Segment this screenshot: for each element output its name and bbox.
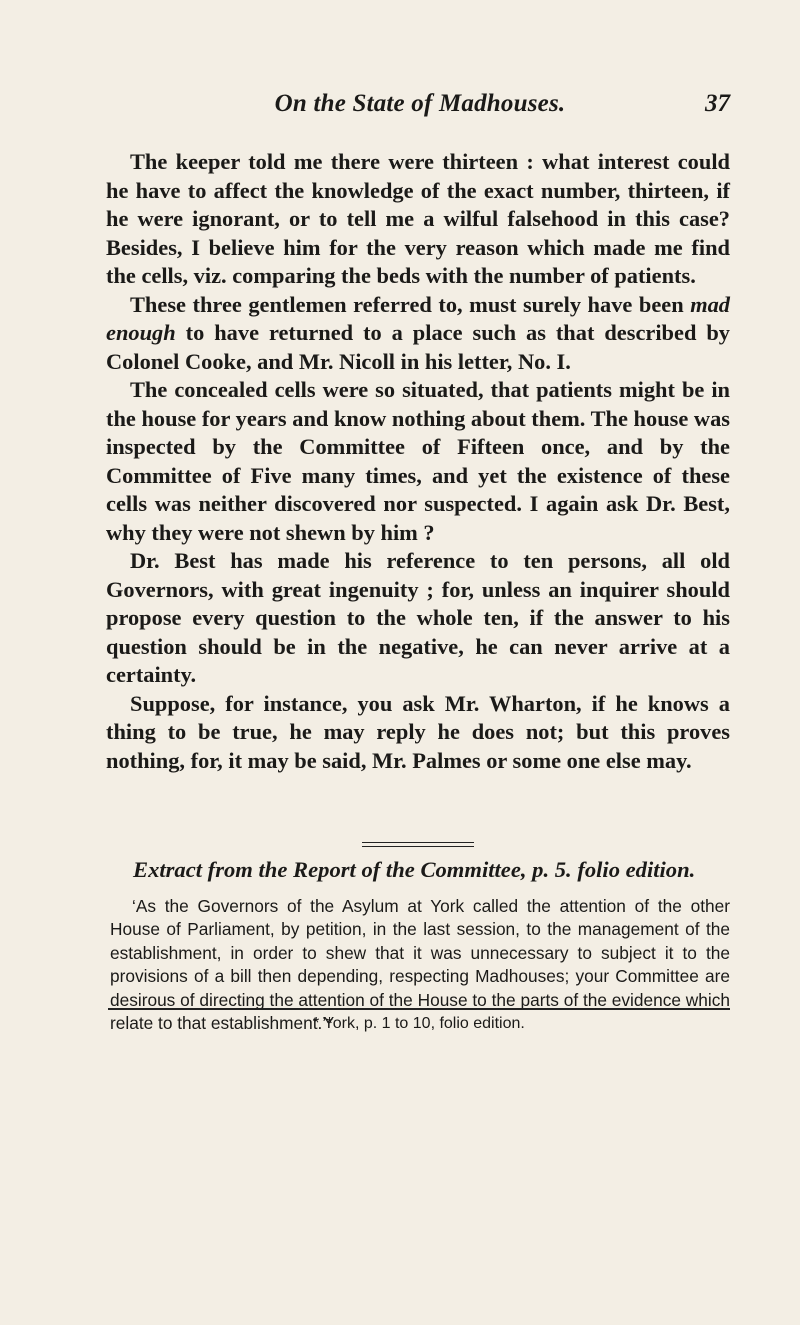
paragraph-keeper: The keeper told me there were thirteen : what interest could he have to affect the knowledge of the exact number, thirteen, if he were ignorant, or to tell me a wilful falsehood in this case? Besides, I believe him for the very reason which made me find the cells, viz. comparing the beds with the number of patients.: [106, 149, 730, 288]
body-text: [106, 148, 730, 775]
running-head: [110, 90, 730, 124]
footnote: * York, p. 1 to 10, folio edition.: [313, 1015, 525, 1032]
paragraph-dr-best: Dr. Best has made his reference to ten persons, all old Governors, with great ingenuity ; for, unless an inquirer should propose every question to the whole ten, if the answer to his question should be in the negative, he can never arrive at a certainty.: [106, 548, 730, 687]
paragraph-gentlemen: [106, 291, 730, 377]
section-divider: [362, 842, 474, 847]
extract-heading: Extract from the Report of the Committee, p. 5. folio edition.: [133, 857, 696, 882]
paragraph-gentlemen-start: These three gentlemen referred to, must surely have been: [130, 291, 691, 317]
paragraph-suppose: Suppose, for instance, you ask Mr. Wharton, if he knows a thing to be true, he may reply he does not; but this proves nothing, for, it may be said, Mr. Palmes or some one else may.: [106, 690, 730, 773]
running-title: On the State of Madhouses.: [274, 90, 566, 117]
footnote-rule: [108, 1008, 730, 1010]
extract-text: ‘As the Governors of the Asylum at York called the attention of the other House of Parliament, by petition, in the last session, to the management of the establishment, in order to shew that it was unnecessary to subject it to the provisions of a bill then depending, respecting Madhouses; your Committee are desirous of directing the attention of the House to the parts of the evidence which relate to that establishment.’*: [110, 896, 730, 1034]
paragraph-concealed-cells: The concealed cells were so situated, that patients might be in the house for years and know nothing about them. The house was inspected by the Committee of Fifteen once, and by the Committee of Five many times, and yet the existence of these cells was neither discovered nor suspected. I again ask Dr. Best, why they were not shewn by him ?: [106, 377, 730, 545]
paragraph-gentlemen-end: to have returned to a place such as that described by Colonel Cooke, and Mr. Nicoll in his letter, No. I.: [106, 320, 730, 374]
italic-phrase: mad enough: [106, 291, 730, 345]
page-number: 37: [705, 90, 730, 117]
